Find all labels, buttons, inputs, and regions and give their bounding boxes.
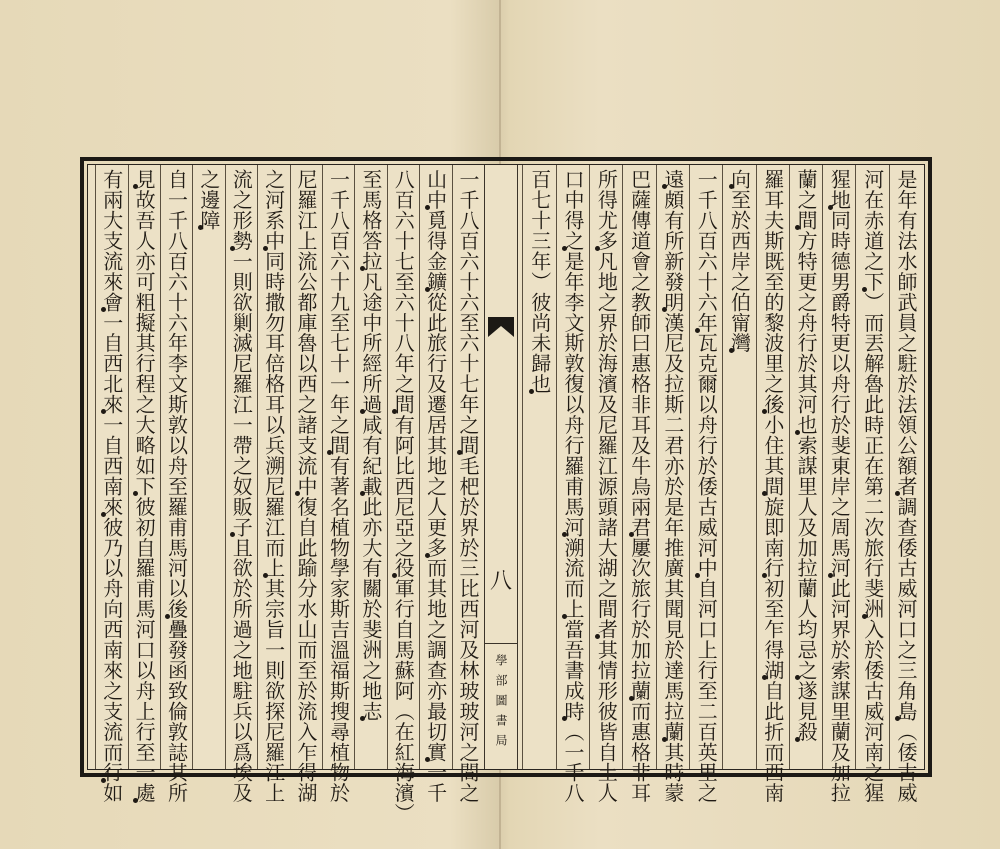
page-number: 八 [489,569,512,594]
text-column: 向至於西岸之伯甯灣 [722,165,755,769]
text-column: 口中得之是年李文斯敦復以舟行羅甫馬河溯流而上當吾書成時（一千八 [556,165,589,769]
text-column: 一千八百六十六至六十七年之間毛杷於界於三比西河及林玻玻河之間之 [452,165,484,769]
text-column: 蘭之間方特更之舟行於其河也索謀里人及加拉蘭人均忌之遂見殺 [789,165,822,769]
text-column: 羅耳夫斯既至的黎波里之後小住其間旋即南行初至乍得湖自此折而西南 [756,165,789,769]
text-column: 一千八百六十六年瓦克爾以舟行於倭古威河中自河口上行至二百英里之 [689,165,722,769]
text-column: 流之形勢一則欲剿滅尼羅江一帶之奴販子且欲於所過之地駐兵以爲埃及 [225,165,257,769]
text-column: 之河系中同時撒勿耳倍格耳以兵溯尼羅江而上其宗旨一則欲探尼羅江上 [257,165,289,769]
text-column: 百七十三年）彼尚未歸也 [522,165,555,769]
text-frame-inner [87,164,925,824]
text-column: 猩地同時德男爵特更以舟行於斐東岸之周馬河此河界於索謀里蘭及加拉 [822,165,855,769]
text-column: 之邊障 [192,165,224,769]
text-frame [80,157,932,824]
text-column: 至馬格答拉凡途中所經所過咸有紀載此亦大有關於斐洲之地志 [354,165,386,769]
text-column: 是年有法水師武員之駐於法領公額者調查倭古威河口之三角島（倭古威 [889,165,922,769]
text-column: 山中覓得金鑛從此旅行及遷居其地之人更多而其地之調查亦最切實一千 [419,165,451,769]
left-page [88,165,484,824]
center-gutter [484,165,518,769]
text-column: 遠頗有所新發明漢尼及拉斯二君亦於是年推廣其聞見於達馬拉蘭其時蒙 [656,165,689,769]
text-column: 八百六十七至六十八年之間有阿比西尼亞之役軍行自馬蘇阿（在紅海濱） [387,165,419,769]
right-page [518,165,922,804]
text-column: 尼羅江上流公都庫魯以西之諸支流中復自此踰分水山而至於流入乍得湖 [290,165,322,769]
fishtail-mark-icon [488,317,514,337]
divider [485,643,517,644]
text-column: 一千八百六十九至七十一年之間有著名植物學家斯吉溫福斯搜尋植物於 [322,165,354,769]
text-column: 所得尤多凡地之界於海濱及尼羅江源頭諸大湖之間者其情形彼皆自土人 [589,165,622,769]
publisher-label: 學部圖書局 [494,654,508,754]
text-column: 巴薩傳道會之教師曰惠格非耳及牛烏兩君屢次旅行於加拉蘭而惠格非耳 [622,165,655,769]
text-column: 見故吾人亦可粗擬其行程之大略如下彼初自羅甫馬河口以舟上行至一處 [128,165,160,769]
text-column: 有兩大支流來會一自西北來一自西南來彼乃以舟向西南來之支流而行如 [95,165,127,769]
text-column: 河在赤道之下）而丟解魯此時正在第二次旅行斐洲入於倭古威河南之猩 [855,165,888,769]
text-column: 自一千八百六十六年李文斯敦以舟至羅甫馬河以後疊發函致倫敦誌其所 [160,165,192,769]
